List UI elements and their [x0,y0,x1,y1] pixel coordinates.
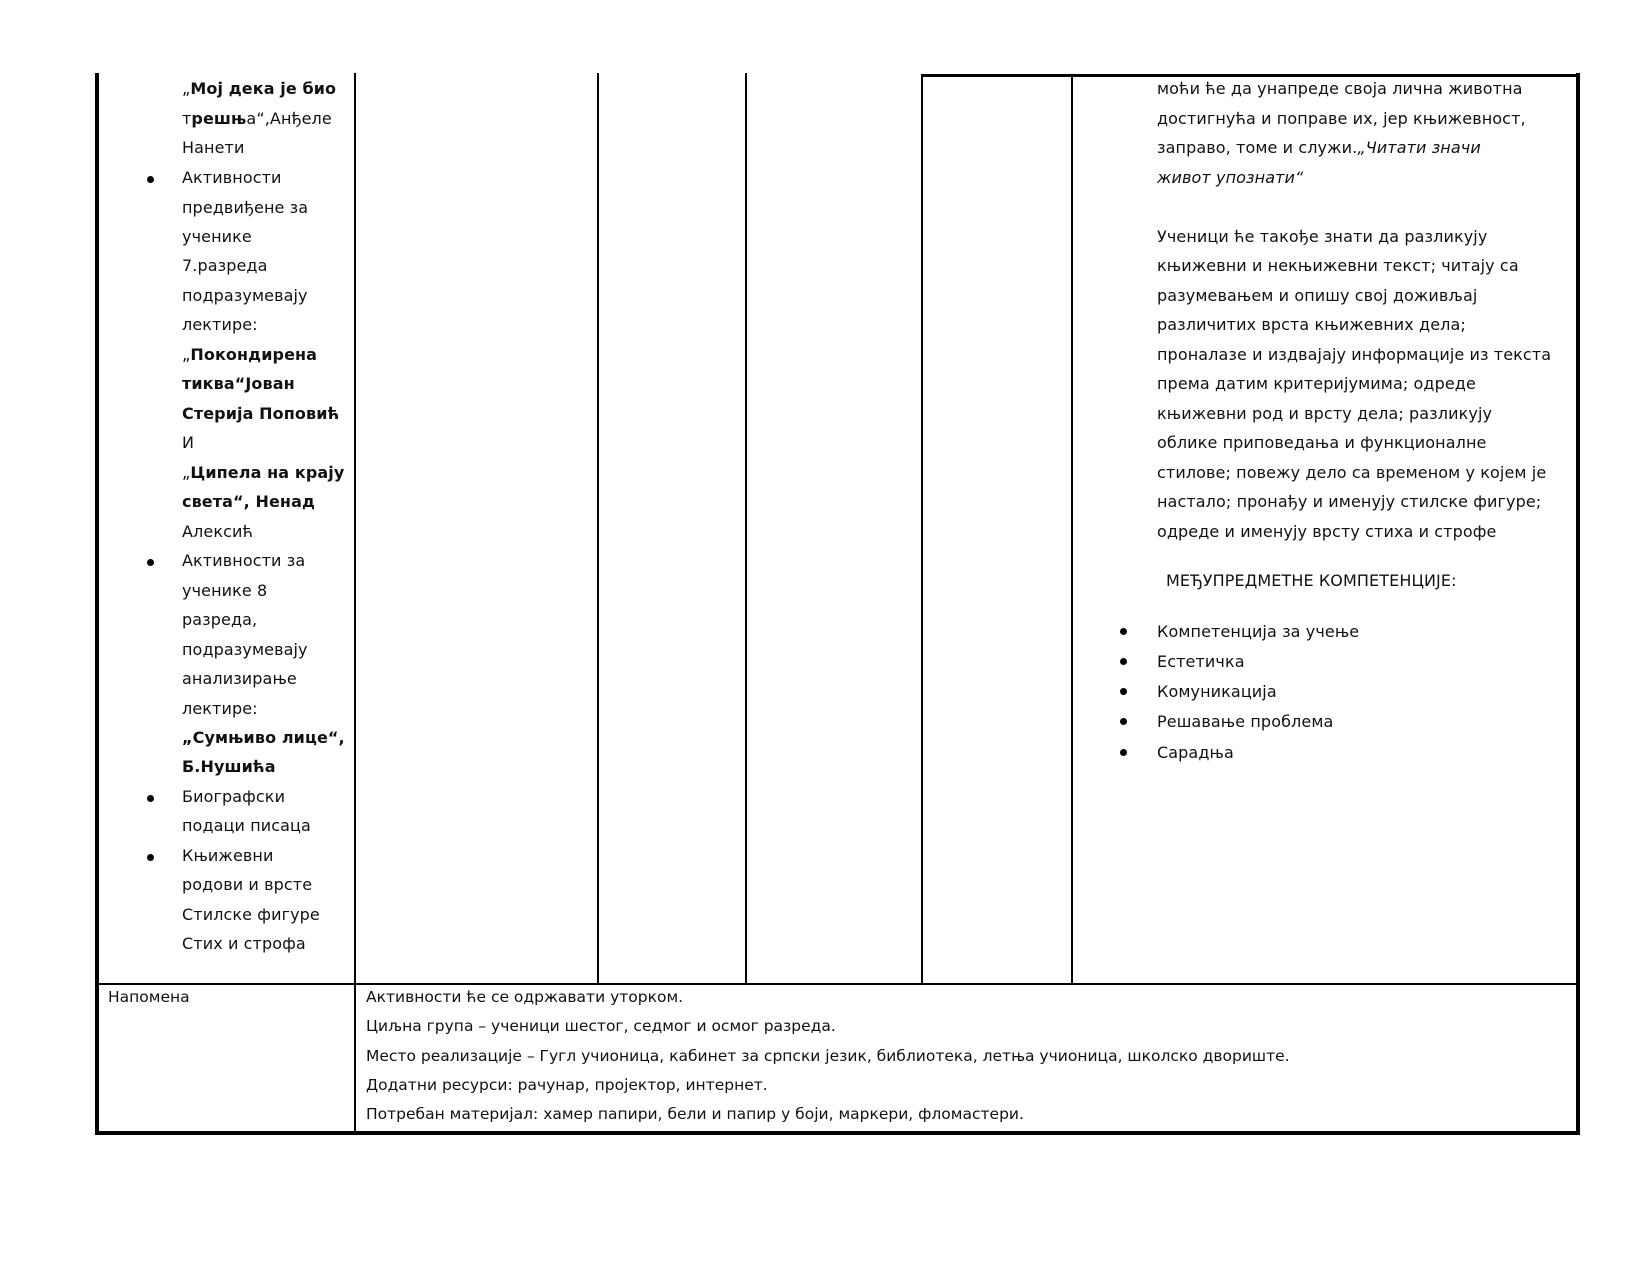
outcome-text-line: моћи ће да унапреде своја лична животна [1157,79,1523,98]
column-divider-5 [1071,74,1073,985]
title-fragment-bold: решњ [191,109,247,128]
author-line: Нанети [182,138,245,157]
list-item-line: анализирање [182,669,297,688]
quote-text-line: живот упознати“ [1157,168,1304,187]
column-divider-2 [597,73,599,985]
column-divider-1 [354,73,356,1135]
outcome-text-line: одреде и именују врсту стиха и строфе [1157,522,1497,541]
note-line: Активности ће се одржавати уторком. [366,988,684,1006]
bullet-icon [1120,688,1127,695]
note-line: Циљна група – ученици шестог, седмог и осмог разреда. [366,1017,836,1035]
reading-title-line: „Сумњиво лице“, [182,728,345,747]
outcome-text: заправо, томе и служи. [1157,138,1358,157]
notes-label: Напомена [108,988,190,1006]
bullet-icon [1120,718,1127,725]
quote-mark: „ [182,79,191,98]
bullet-icon [147,559,154,566]
conjunction-line: И [182,433,195,452]
reading-title-line [182,74,336,104]
quote-text: „Читати значи [1357,138,1481,157]
competency-item: Естетичка [1157,652,1245,671]
reading-author-line: Б.Нушића [182,757,276,776]
reading-title-line: света“, Ненад [182,492,316,511]
reading-author-line: Стерија Поповић [182,404,340,423]
competency-item: Компетенција за учење [1157,622,1360,641]
outcome-text-line: разумевањем и опишу свој доживљај [1157,286,1478,305]
bullet-icon [1120,658,1127,665]
reading-title-line [182,340,317,370]
outcome-text-line: књижевни род и врсту дела; разликују [1157,404,1493,423]
reading-title-line: тиква“Јован [182,374,295,393]
competency-item: Решавање проблема [1157,712,1334,731]
note-line: Потребан материјал: хамер папири, бели и папир у боји, маркери, фломастери. [366,1105,1024,1123]
author-name: а“,Анђеле [246,109,332,128]
outcome-text-line: Ученици ће такође знати да разликују [1157,227,1488,246]
outcome-text-line: према датим критеријумима; одреде [1157,374,1476,393]
outcome-text-line: различитих врста књижевних дела; [1157,315,1466,334]
list-item-line: лектире: [182,699,258,718]
bullet-icon [147,854,154,861]
list-item-line: ученике 8 [182,581,268,600]
list-item-line: родови и врсте [182,875,313,894]
outcome-text-line: проналазе и издвајају информације из текста [1157,345,1552,364]
reading-title: Мој дека је био [190,79,337,98]
list-item-line: разреда, [182,610,258,629]
note-line: Додатни ресурси: рачунар, пројектор, интернет. [366,1076,768,1094]
competencies-heading: МЕЂУПРЕДМЕТНЕ КОМПЕТЕНЦИЈЕ: [1166,571,1457,590]
note-line: Место реализације – Гугл учионица, кабинет за српски језик, библиотека, летња учионица, школско двориште. [366,1047,1290,1065]
table-bottom-border [95,1131,1580,1135]
competency-item: Сарадња [1157,743,1234,762]
title-fragment: т [182,109,192,128]
list-item-line: Стилске фигуре [182,905,320,924]
outcome-text-line [1157,133,1481,163]
list-item-line: ученике [182,227,252,246]
quote-mark: „ [182,345,191,364]
bullet-icon [1120,628,1127,635]
outcome-text-line: књижевни и некњижевни текст; читају са [1157,256,1519,275]
reading-title-line [182,458,344,488]
list-item-line: 7.разреда [182,256,268,275]
outcome-text-line: облике приповедања и функционалне [1157,433,1487,452]
table-left-border [95,73,99,1135]
list-item-line: предвиђене за [182,198,309,217]
reading-title: Ципела на крају [190,463,345,482]
column-divider-4 [921,74,923,985]
list-item-line: подразумевају [182,286,308,305]
reading-title-line [182,104,332,134]
list-item-line: Активности [182,168,282,187]
bullet-icon [1120,749,1127,756]
list-item-line: лектире: [182,315,258,334]
list-item-line: подразумевају [182,640,308,659]
list-item-line: Активности за [182,551,306,570]
list-item-line: Стих и строфа [182,934,306,953]
table-right-border [1576,73,1580,1135]
list-item-line: Књижевни [182,846,274,865]
list-item-line: подаци писаца [182,816,311,835]
competency-item: Комуникација [1157,682,1277,701]
column-divider-3 [745,73,747,985]
outcome-text-line: достигнућа и поправе их, јер књижевност, [1157,109,1526,128]
quote-mark: „ [182,463,191,482]
bullet-icon [147,795,154,802]
row-divider [95,983,1580,985]
list-item-line: Биографски [182,787,286,806]
outcome-text-line: стилове; повежу дело са временом у којем је [1157,463,1547,482]
outcome-text-line: настало; пронађу и именују стилске фигуре; [1157,492,1542,511]
author-line: Алексић [182,522,254,541]
bullet-icon [147,176,154,183]
reading-title: Покондирена [190,345,318,364]
